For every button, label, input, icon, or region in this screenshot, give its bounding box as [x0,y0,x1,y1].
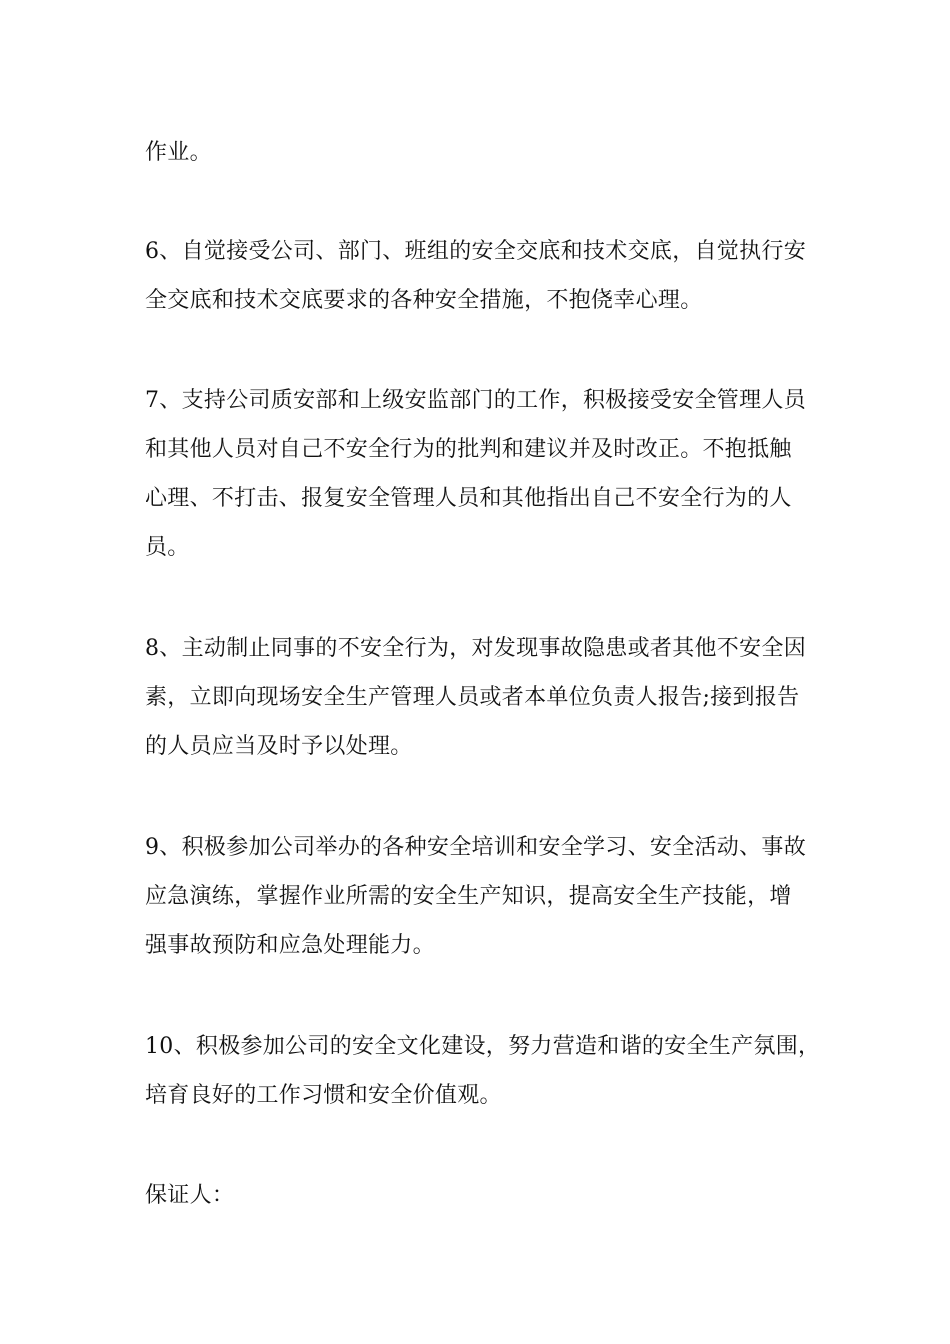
text-line: 的人员应当及时予以处理。 [145,734,413,759]
text-line: 应急演练，掌握作业所需的安全生产知识，提高安全生产技能，增 [145,884,792,909]
paragraph-item-9 [145,823,835,970]
text-line: 10、积极参加公司的安全文化建设，努力营造和谐的安全生产氛围， [145,1034,821,1059]
text-line: 培育良好的工作习惯和安全价值观。 [145,1083,502,1108]
text-line: 7、支持公司质安部和上级安监部门的工作，积极接受安全管理人员 [145,388,806,413]
text-line: 员。 [145,535,190,560]
paragraph-continuation [145,128,835,177]
text-line: 和其他人员对自己不安全行为的批判和建议并及时改正。不抱抵触 [145,437,792,462]
text-line: 作业。 [145,140,212,165]
paragraph-item-8 [145,624,835,771]
text-line: 强事故预防和应急处理能力。 [145,933,435,958]
text-line: 8、主动制止同事的不安全行为，对发现事故隐患或者其他不安全因 [145,636,806,661]
text-line: 素，立即向现场安全生产管理人员或者本单位负责人报告;接到报告 [145,685,800,710]
text-line: 保证人： [145,1183,235,1208]
guarantor-label [145,1171,835,1220]
text-line: 心理、不打击、报复安全管理人员和其他指出自己不安全行为的人 [145,486,792,511]
paragraph-item-6 [145,227,835,325]
text-line: 全交底和技术交底要求的各种安全措施，不抱侥幸心理。 [145,288,703,313]
text-line: 6、自觉接受公司、部门、班组的安全交底和技术交底，自觉执行安 [145,239,806,264]
paragraph-item-10 [145,1022,835,1120]
paragraph-item-7 [145,376,835,572]
text-line: 9、积极参加公司举办的各种安全培训和安全学习、安全活动、事故 [145,835,806,860]
